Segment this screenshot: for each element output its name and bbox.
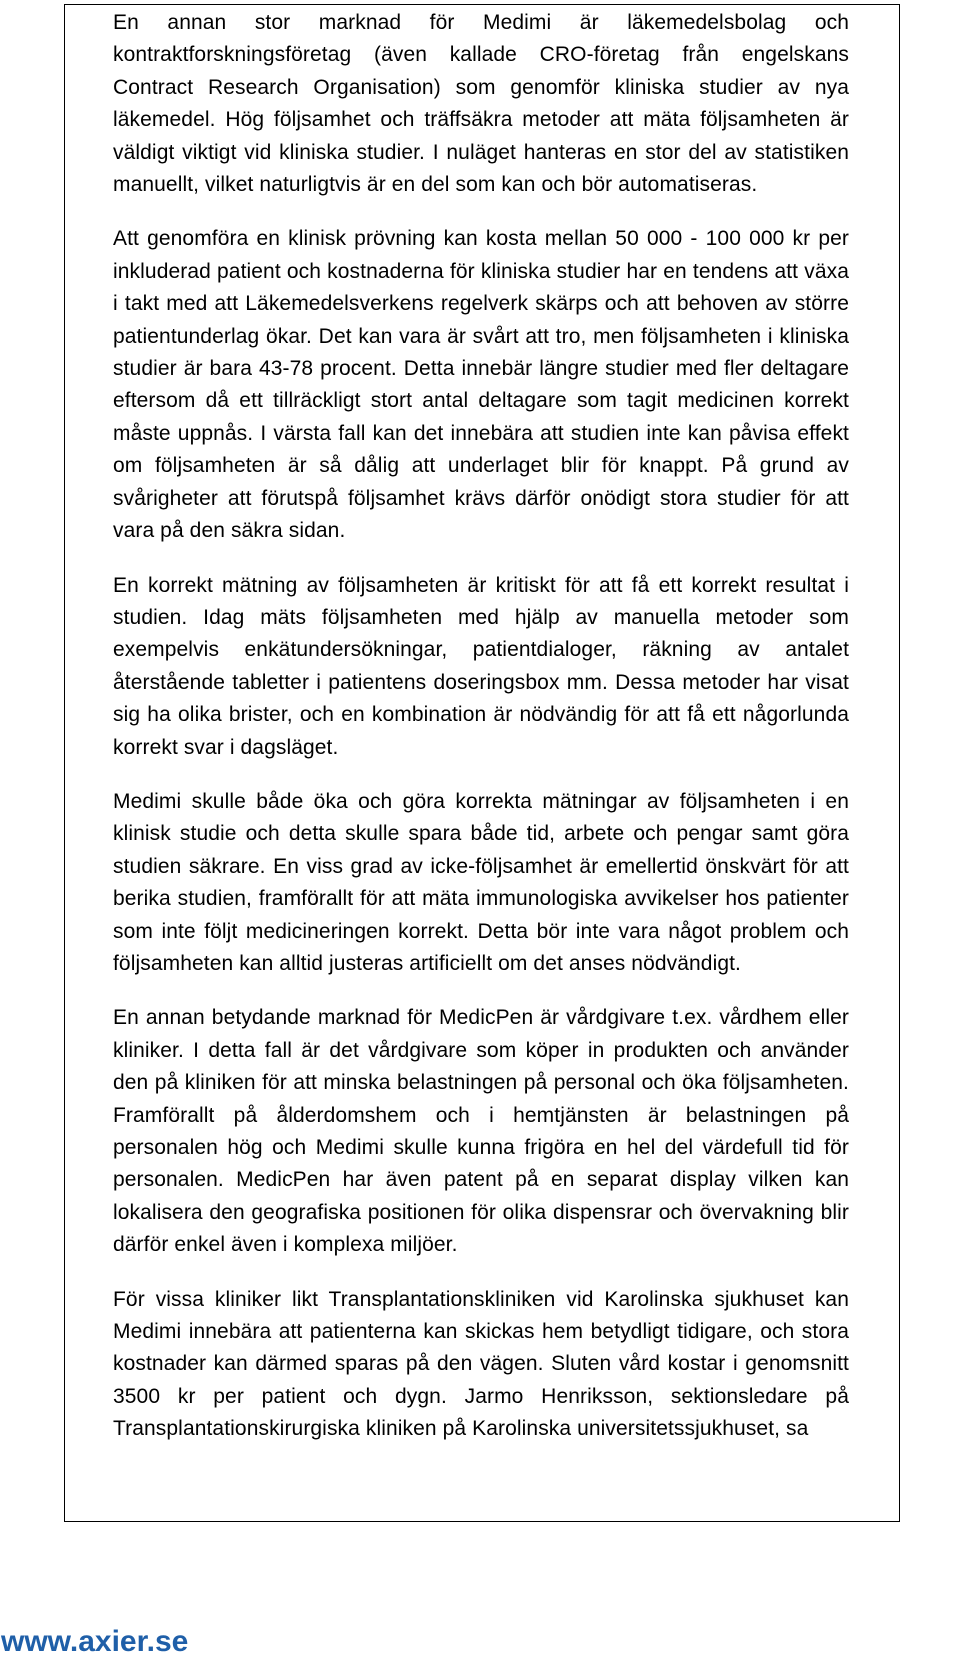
paragraph-medimi-benefits: Medimi skulle både öka och göra korrekta mätningar av följsamheten i en klinisk studie och detta skulle spara både tid, arbete och pengar samt göra studien säkrare. En viss grad av icke-följsamhet är emellertid önskvärt för att berika studien, framförallt för att mäta immunologiska avvikelser hos patienter som inte följt medicineringen korrekt. Detta bör inte vara något problem och följsamheten kan alltid justeras artificiellt om det anses nödvändigt.: [113, 789, 849, 975]
footer-website-link[interactable]: www.axier.se: [1, 1625, 189, 1658]
paragraph-care-provider-market: En annan betydande marknad för MedicPen är vårdgivare t.ex. vårdhem eller kliniker. I detta fall är det vårdgivare som köper in produkten och använder den på kliniken för att minska belastningen på personal och öka följsamheten. Framförallt på ålderdomshem och i hemtjänsten är belastningen på personalen hög och Medimi skulle kunna frigöra en hel del värdefull tid för personalen. MedicPen har även patent på en separat display vilken kan lokalisera den geografiska positionen för olika dispensrar och övervakning blir därför enkel även i komplexa miljöer.: [113, 1006, 849, 1257]
paragraph-clinical-trial-costs: Att genomföra en klinisk prövning kan kosta mellan 50 000 - 100 000 kr per inkluderad patient och kostnaderna för kliniska studier har en tendens att växa i takt med att Läkemedelsverkens regelverk skärps och att behoven av större patientunderlag ökar. Det kan vara är svårt att tro, men följsamheten i kliniska studier är bara 43-78 procent. Detta innebär längre studier med fler deltagare eftersom då ett tillräckligt stort antal deltagare som tagit medicinen korrekt måste uppnås. I värsta fall kan det innebära att studien inte kan påvisa effekt om följsamheten är så dålig att underlaget blir för knappt. På grund av svårigheter att förutspå följsamhet krävs därför onödigt stora studier för att vara på den säkra sidan.: [113, 227, 849, 543]
paragraph-transplant-clinic: För vissa kliniker likt Transplantationskliniken vid Karolinska sjukhuset kan Medimi innebära att patienterna kan skickas hem betydligt tidigare, och stora kostnader kan därmed sparas på den vägen. Sluten vård kostar i genomsnitt 3500 kr per patient och dygn. Jarmo Henriksson, sektionsledare på Transplantationskirurgiska kliniken på Karolinska universitetssjukhuset, sa: [113, 1287, 849, 1441]
paragraph-cro-market: En annan stor marknad för Medimi är läkemedelsbolag och kontraktforskningsföretag (även kallade CRO-företag från engelskans Contract Research Organisation) som genomför kliniska studier av nya läkemedel. Hög följsamhet och träffsäkra metoder att mäta följsamheten är väldigt viktigt vid kliniska studier. I nuläget hanteras en stor del av statistiken manuellt, vilket naturligtvis är en del som kan och bör automatiseras.: [113, 11, 849, 197]
document-text-box: [64, 4, 900, 1522]
paragraph-adherence-measurement: En korrekt mätning av följsamheten är kritiskt för att få ett korrekt resultat i studien. Idag mäts följsamheten med hjälp av manuella metoder som exempelvis enkätundersökningar, patientdialoger, räkning av antalet återstående tabletter i patientens doseringsbox mm. Dessa metoder har visat sig ha olika brister, och en kombination är nödvändig för att få ett någorlunda korrekt svar i dagsläget.: [113, 573, 849, 759]
